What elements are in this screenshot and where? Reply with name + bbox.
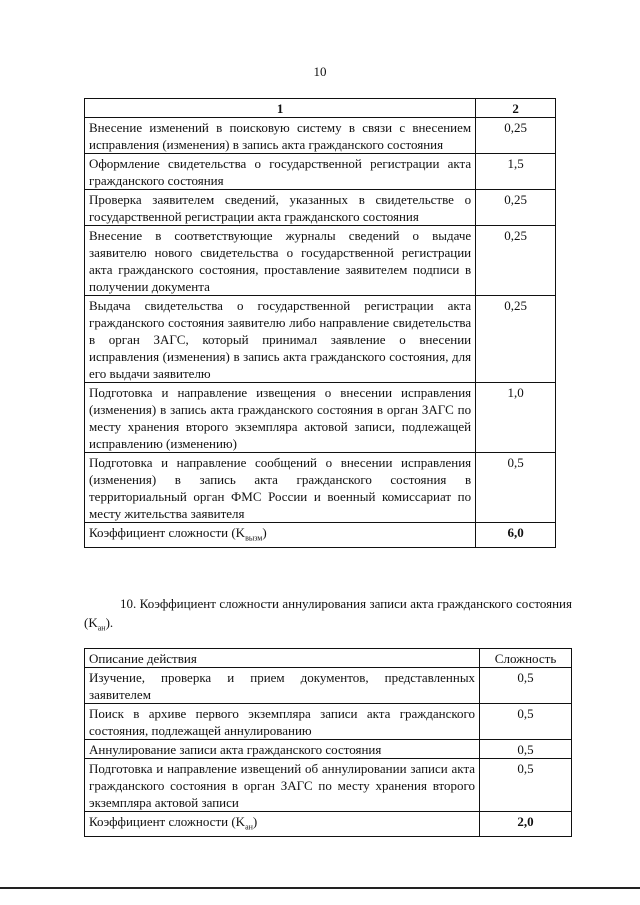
table-header-row <box>85 649 572 668</box>
complexity-value: 0,5 <box>480 759 572 812</box>
action-description: Внесение в соответствующие журналы сведений о выдаче заявителю нового свидетельства о государственной регистрации акта гражданского состояния, проставление заявителем подписи в получении документа <box>85 226 476 296</box>
action-description: Внесение изменений в поисковую систему в связи с внесением исправления (изменения) в запись акта гражданского состояния <box>85 118 476 154</box>
total-label-close: ) <box>262 525 267 540</box>
total-label-subscript: ан <box>245 822 253 832</box>
action-description: Выдача свидетельства о государственной регистрации акта гражданского состояния заявителю либо направление свидетельства в орган ЗАГС, который принимал заявление о внесении исправления (изменения) в запись акта гражданского состояния, для его выдачи заявителю <box>85 296 476 383</box>
total-label <box>85 523 476 548</box>
complexity-table-corrections <box>84 98 556 548</box>
table-row <box>85 704 572 740</box>
table-row <box>85 759 572 812</box>
action-description: Проверка заявителем сведений, указанных в свидетельстве о государственной регистрации акта гражданского состояния <box>85 190 476 226</box>
complexity-value: 0,5 <box>476 453 556 523</box>
total-label-text: Коэффициент сложности (K <box>89 814 246 829</box>
paragraph-text: 10. Коэффициент сложности аннулирования записи акта гражданского состояния (K <box>84 596 572 630</box>
table-row <box>85 740 572 759</box>
complexity-value: 0,25 <box>476 118 556 154</box>
total-value: 6,0 <box>476 523 556 548</box>
table-row <box>85 190 556 226</box>
table-row <box>85 118 556 154</box>
column-header: Сложность <box>480 649 572 668</box>
complexity-value: 0,5 <box>480 668 572 704</box>
column-header: 1 <box>85 99 476 118</box>
table-row <box>85 154 556 190</box>
table-header-row <box>85 99 556 118</box>
complexity-value: 0,5 <box>480 704 572 740</box>
complexity-value: 0,25 <box>476 190 556 226</box>
action-description: Подготовка и направление извещений об аннулировании записи акта гражданского состояния в орган ЗАГС по месту хранения второго экземпляра актовой записи <box>85 759 480 812</box>
action-description: Подготовка и направление сообщений о внесении исправления (изменения) в запись акта гражданского состояния в территориальный орган ФМС России и военный комиссариат по месту жительства заявителя <box>85 453 476 523</box>
total-row <box>85 523 556 548</box>
action-description: Оформление свидетельства о государственной регистрации акта гражданского состояния <box>85 154 476 190</box>
complexity-value: 0,25 <box>476 226 556 296</box>
table-row <box>85 226 556 296</box>
total-label-subscript: вызм <box>245 533 263 543</box>
total-row <box>85 812 572 837</box>
paragraph-close: ). <box>105 615 114 630</box>
table-row <box>85 296 556 383</box>
table-row <box>85 383 556 453</box>
action-description: Аннулирование записи акта гражданского состояния <box>85 740 480 759</box>
action-description: Поиск в архиве первого экземпляра записи акта гражданского состояния, подлежащей аннулированию <box>85 704 480 740</box>
complexity-value: 0,5 <box>480 740 572 759</box>
action-description: Подготовка и направление извещения о внесении исправления (изменения) в запись акта гражданского состояния в орган ЗАГС по месту хранения второго экземпляра актовой записи, подлежащей исправлению (изменению) <box>85 383 476 453</box>
complexity-table-annulment <box>84 648 572 837</box>
table-row <box>85 668 572 704</box>
total-label-close: ) <box>252 814 258 829</box>
complexity-value: 1,0 <box>476 383 556 453</box>
total-label <box>85 812 480 837</box>
page-number: 10 <box>313 64 327 79</box>
complexity-value: 1,5 <box>476 154 556 190</box>
column-header: 2 <box>476 99 556 118</box>
bottom-rule <box>0 887 640 889</box>
action-description: Изучение, проверка и прием документов, представленных заявителем <box>85 668 480 704</box>
table-row <box>85 453 556 523</box>
total-label-text: Коэффициент сложности (K <box>89 525 246 540</box>
paragraph-subscript: ан <box>97 623 106 633</box>
column-header: Описание действия <box>85 649 480 668</box>
total-value: 2,0 <box>480 812 572 837</box>
section-paragraph <box>84 594 572 638</box>
complexity-value: 0,25 <box>476 296 556 383</box>
